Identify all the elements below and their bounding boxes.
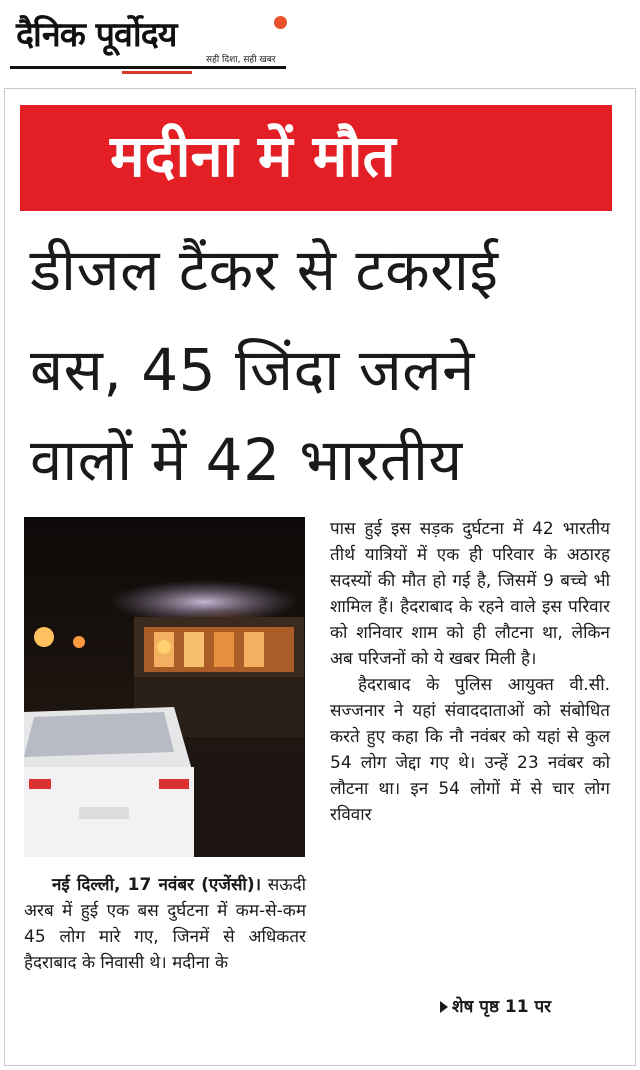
accident-photo [24,517,305,857]
continue-arrow-icon [440,1001,448,1013]
continued-note [440,994,551,1017]
newspaper-tagline: सही दिशा, सही खबर [206,55,276,65]
headline-line-1: डीजल टैंकर से टकराई [30,236,499,304]
lead-text: सऊदी अरब में हुई एक बस दुर्घटना में कम-से-कम 45 लोग मारे गए, जिनमें से अधिकतर हैदराबाद के निवासी थे। मदीना के [24,875,307,973]
continued-label: शेष पृष्ठ 11 पर [452,997,552,1017]
masthead-rule [10,66,286,69]
newspaper-title: दैनिक पूर्वोदय [16,15,177,55]
body-column-left [24,872,306,976]
kicker-headline: मदीना में मौत [110,122,396,190]
masthead [10,6,290,74]
masthead-red-accent [122,71,192,74]
masthead-dot-icon [274,16,287,29]
body-column-right [330,516,610,828]
dateline: नई दिल्ली, 17 नवंबर (एजेंसी)। [52,875,262,895]
headline-line-3: वालों में 42 भारतीय [30,426,463,494]
body-paragraph-2: हैदराबाद के पुलिस आयुक्त वी.सी. सज्जनार ने यहां संवाददाताओं को संबोधित करते हुए कहा कि नौ नवंबर को यहां से कुल 54 लोग जेद्दा गए थे। उन्हें 23 नवंबर को लौटना था। इन 54 लोगों में से चार लोग रविवार [330,675,610,825]
body-paragraph-1: पास हुई इस सड़क दुर्घटना में 42 भारतीय तीर्थ यात्रियों में एक ही परिवार के अठारह सदस्यों की मौत हो गई है, जिसमें 9 बच्चे भी शामिल हैं। हैदराबाद के रहने वाले इस परिवार को शनिवार शाम को ही लौटना था, लेकिन अब परिजनों को ये खबर मिली है। [330,519,610,669]
headline-line-2: बस, 45 जिंदा जलने [30,336,475,404]
